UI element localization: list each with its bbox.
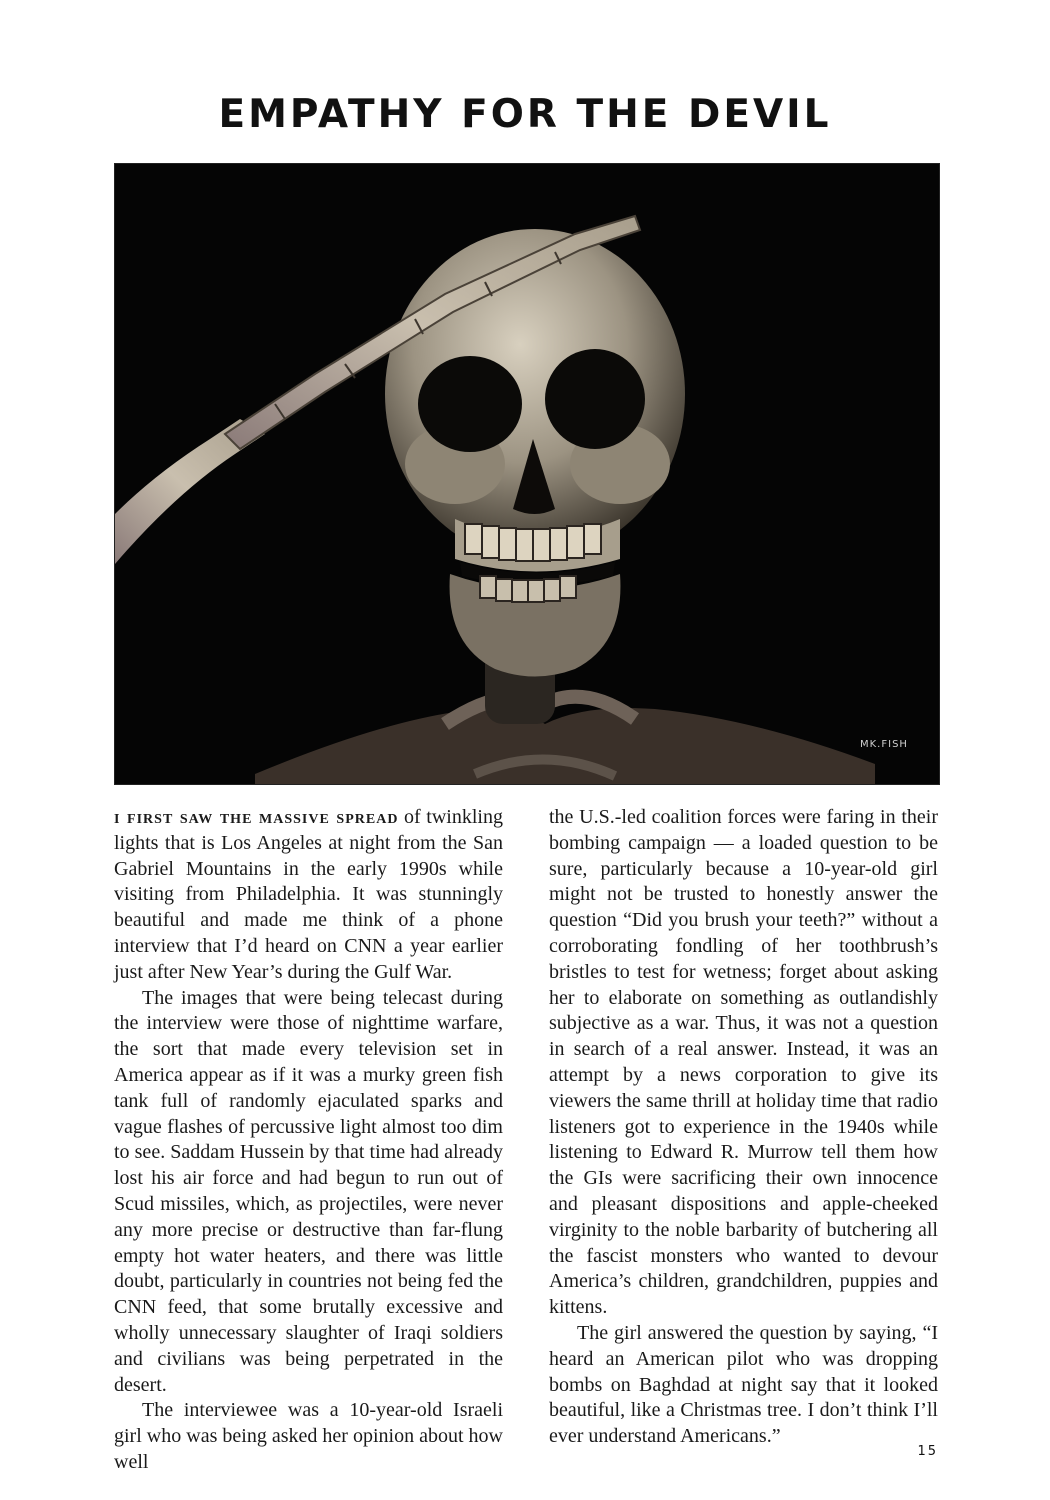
artist-signature: MK.FISH — [860, 739, 908, 750]
article-title: EMPATHY FOR THE DEVIL — [218, 92, 832, 137]
paragraph-3-continued: the U.S.-led coalition forces were faring in their bombing campaign — a loaded question to be sure, particularly because a 10-year-old girl might not be trusted to honestly answer the question “Did you brush your teeth?” without a corroborating fondling of her toothbrush’s bristles to test for wetness; forget about asking her to elaborate on something as outlandishly subjective as a war. Thus, it was not a question in search of a real answer. Instead, it was an attempt by a news corporation to give its viewers the same thrill at holiday time that radio listeners got to experience in the 1940s while listening to Edward R. Murrow tell them how the GIs were sacrificing their own innocence and pleasant dispositions and apple-cheeked virginity to the noble barbarity of butchering all the fascist monsters who wanted to devour America’s children, grandchildren, puppies and kittens. — [549, 806, 938, 1319]
paragraph-2: The images that were being telecast during the interview were those of nighttime warfare, the sort that made every television set in America appear as if it was a murky green fish tank full of randomly ejaculated sparks and vague flashes of percussive light almost too dim to see. Saddam Hussein by that time had already lost his air force and had begun to run out of Scud missiles, which, as projectiles, were never any more precise or destructive than far-flung empty hot water heaters, and there was little doubt, particularly in countries not being fed the CNN feed, that some brutally excessive and wholly unnecessary slaughter of Iraqi soldiers and civilians was being perpetrated in the desert. — [114, 986, 503, 1396]
lead-in-small-caps: i first saw the massive spread — [114, 806, 399, 828]
skull-illustration-svg — [115, 164, 939, 784]
upper-teeth — [465, 524, 601, 561]
page-number: 15 — [917, 1444, 938, 1459]
paragraph-3-start: The interviewee was a 10-year-old Israeli girl who was being asked her opinion about how well — [114, 1399, 503, 1473]
skeleton-salute-illustration — [114, 163, 940, 785]
paragraph-1 — [114, 805, 503, 986]
left-eye-socket — [418, 356, 522, 452]
body-column-left — [114, 805, 503, 1476]
lower-teeth — [480, 576, 576, 602]
body-column-right — [549, 805, 938, 1450]
right-eye-socket — [545, 349, 645, 449]
paragraph-4: The girl answered the question by saying, “I heard an American pilot who was dropping bombs on Baghdad at night say that it looked beautiful, like a Christmas tree. I don’t think I’ll ever understand Americans.” — [549, 1321, 938, 1448]
paragraph-1-text: of twinkling lights that is Los Angeles at night from the San Gabriel Mountains in the early 1990s while visiting from Philadelphia. It was stunningly beautiful and made me think of a phone interview that I’d heard on CNN a year earlier just after New Year’s during the Gulf War. — [114, 806, 503, 983]
